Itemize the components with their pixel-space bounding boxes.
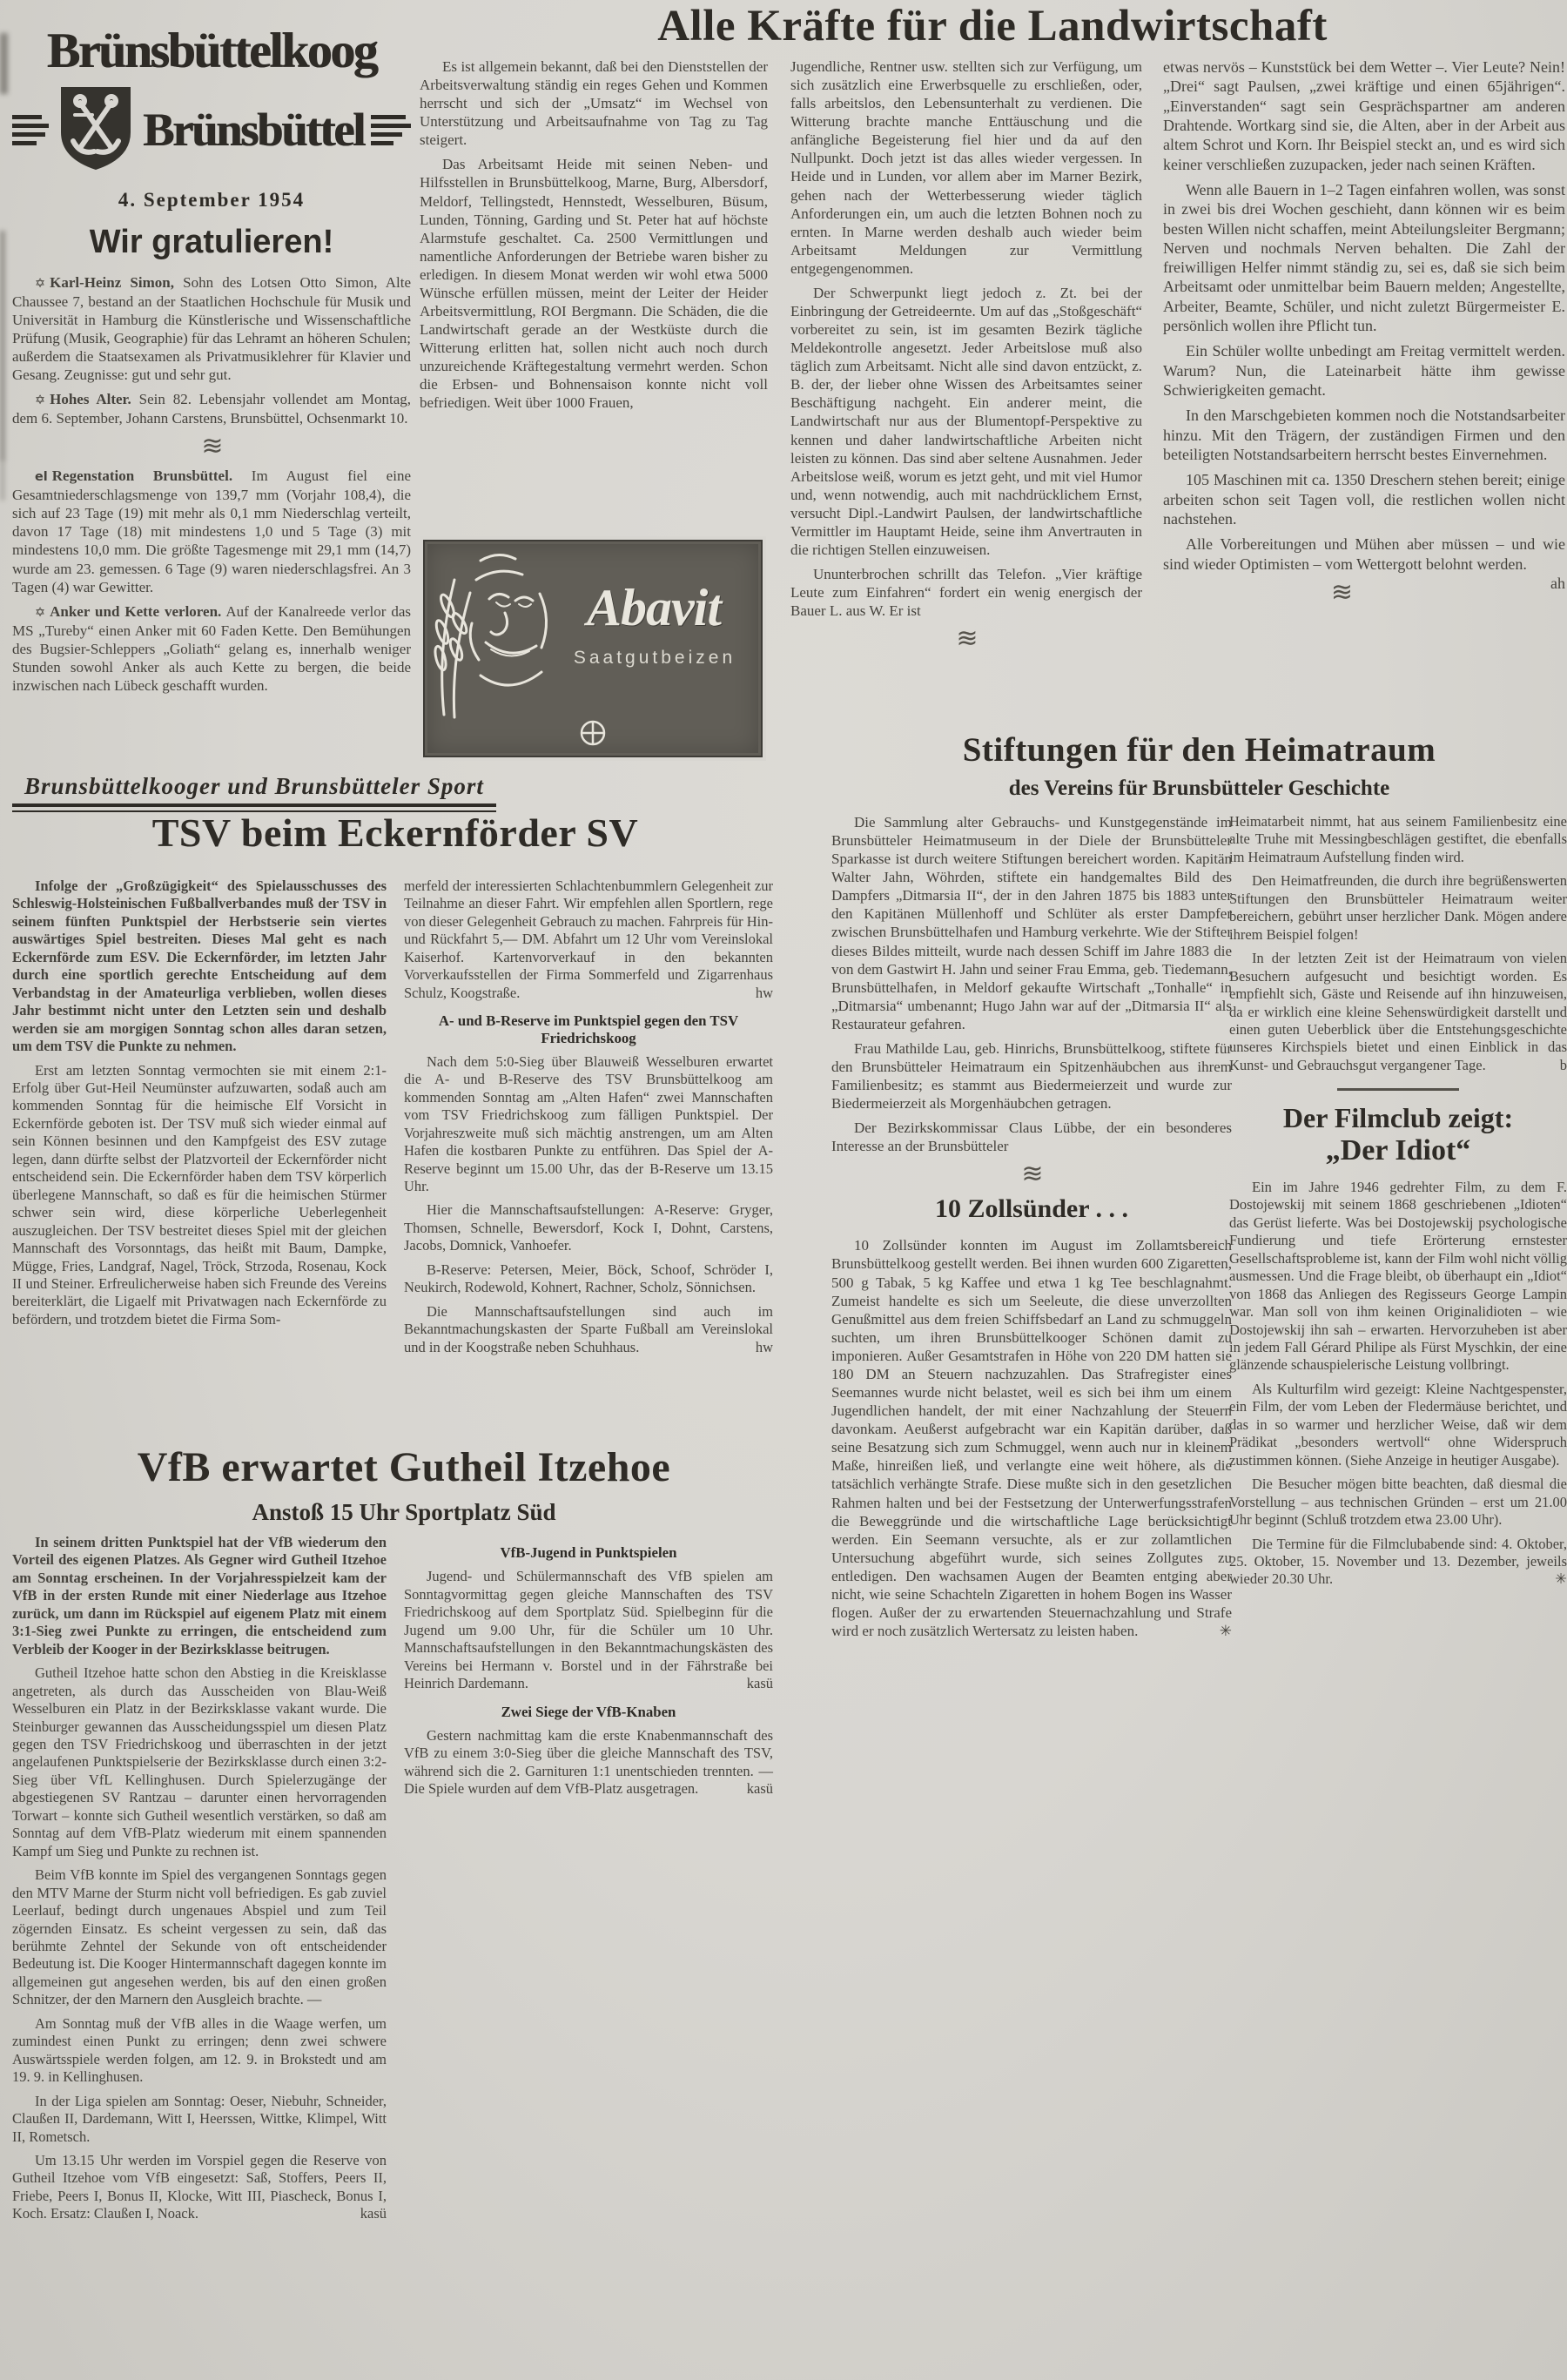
star-icon: el: [35, 470, 48, 485]
abavit-advertisement: [420, 536, 766, 761]
stiftungen-col-1-text: [831, 813, 1232, 1155]
paragraph: Ein im Jahre 1946 gedrehter Film, zu dem F. Dostojewskij mit seinem 1868 geschriebenen „Idioten“ das Gerüst lieferte. Was bei Dostojewskij psychologische Fundierung und tiefe Erörterung ernstester Gesellschaftsprobleme ist, kann der Film wohl nicht völlig ausmessen. Und die Frage bleibt, ob überhaupt ein „Idiot“ von 1868 das Anliegen des Regisseurs George Lampin war. Man soll von ihm keinen Originalidioten – wie Dostojewskij ihn sah – erwarten. Hervorzuheben ist aber in jedem Fall Gérard Philipe als Fürst Myschkin, der eine glänzende schauspielerische Leistung vollbringt.: [1229, 1178, 1567, 1374]
squiggle-divider: ≋: [1330, 576, 1352, 608]
squiggle-divider: ≋: [1021, 1159, 1042, 1190]
filmclub-text: [1229, 1179, 1567, 1589]
stiftungen-subhead: des Vereins für Brunsbütteler Geschichte: [1008, 777, 1390, 800]
paragraph: Jugend- und Schülermannschaft des VfB spielen am Sonntagvormittag gegen gleiche Mannschaften des TSV Friedrichskoog auf dem Sportplatz Süd. Spielbeginn für die Jugend um 9.00 Uhr, für die Schüler um 10 Uhr. Mannschaftsaufstellungen in den Bekanntmachungskästen des Vereins bei Hermann v. Borstel und in der Fährstraße bei Heinrich Dardemann. kasü: [404, 1568, 773, 1692]
masthead-row: [12, 81, 411, 178]
paragraph: ✡ Anker und Kette verloren. Auf der Kanalreede verlor das MS „Tureby“ einen Anker mit 60 Faden Kette. Den Bemühungen des Bugsier-Schleppers „Goliath“ gelang es, innerhalb weniger Stunden sowohl Anker als auch Kette zu bergen, die beide inzwischen nach Lübeck geschafft wurden.: [12, 602, 411, 694]
paragraph: Es ist allgemein bekannt, daß bei den Dienststellen der Arbeitsverwaltung ständig ein reges Gehen und Kommen herrscht und sich der „Umsatz“ im Wechsel von Unterstützung und Arbeitsaufnahme von Tag zu Tag steigert.: [420, 58, 768, 149]
stiftungen-col-2-text: [1229, 813, 1567, 1074]
zollsuender-headline: 10 Zollsünder . . .: [935, 1194, 1128, 1224]
tsv-article-col-2: [404, 877, 773, 1362]
paragraph: Alle Vorbereitungen und Mühen aber müssen – und wie sind wieder Optimisten – vom Wettergott belohnt werden. ah: [1163, 535, 1565, 592]
paragraph: Das Arbeitsamt Heide mit seinen Neben- und Hilfsstellen in Brunsbüttelkoog, Marne, Burg, Albersdorf, Meldorf, Tellingstedt, Hennstedt, Wesselburen, Büsum, Lunden, Tönning, Garding und St. Peter hat auf höchste Alarmstufe geschaltet. Ca. 2500 Vermittlungen und namentliche Anforderungen der Betriebe waren bisher zu erledigen. In diesem Monat werden wir wohl etwa 5000 Wünsche erfüllen müssen, meint der Leiter der Heider Arbeitsvermittlung, ROI Bergmann. Die Schäden, die die Landwirtschaft gerade an der Westküste durch die Witterung erlitten hat, sollen nicht auch noch durch unzureichende Kräftegestaltung vermehrt werden. Schon die Erbsen- und Bohnensaison konnte nicht voll befriedigen. Weit über 1000 Frauen,: [420, 156, 768, 412]
main-article-headline: Alle Kräfte für die Landwirtschaft: [657, 2, 1328, 50]
star-icon: ✡: [35, 393, 46, 408]
stiftungen-col-1: [831, 813, 1232, 1646]
zollsuender-text: [831, 1236, 1232, 1640]
paragraph: Wenn alle Bauern in 1–2 Tagen einfahren wollen, was sonst in zwei bis drei Wochen geschieht, dann können wir es beim besten Willen nicht schaffen, meint Abteilungsleiter Bergmann; Nerven und nochmals Nerven behalten. Die Zahl der freiwilligen Helfer nimmt ständig zu, sei es, daß sie sich beim Arbeitsamt oder unmittelbar beim Bauern melden; Angestellte, Arbeiter, Beamte, Schüler, und nicht zuletzt Bürgermeister E. persönlich wollen ihre Pflicht tun.: [1163, 180, 1565, 335]
paragraph: Beim VfB konnte im Spiel des vergangenen Sonntags gegen den MTV Marne der Sturm nicht voll befriedigen. Es gab zuviel Leerlauf, bedingt durch ungenaues Abspiel und zum Teil zögernden Einsatz. Es scheint vergessen zu sein, daß das berühmte Zehntel der Sekunde von oft entscheidender Bedeutung ist. Die Kooger Hintermannschaft dagegen konnte im allgemeinen gut angesehen werden, bis auf den einen großen Schnitzer, der den Marnern den Ausgleich brachte. —: [12, 1866, 387, 2008]
scan-smudge: [1, 461, 4, 501]
tsv-article-headline: TSV beim Eckernförder SV: [151, 810, 639, 855]
stiftungen-col-2: [1229, 813, 1567, 1595]
sport-section-banner: [12, 773, 496, 812]
paragraph: Nach dem 5:0-Sieg über Blauweiß Wesselburen erwartet die A- und B-Reserve des TSV Brunsbüttelkoog am kommenden Sonntag am „Alten Hafen“ zwei Mannschaften vom TSV Friedrichskoog zum fälligen Punktspiel. Der Vorjahreszweite muß sich mächtig anstrengen, um am Alten Hafen die kostbaren Punkte zu entführen. Das Spiel der A-Reserve beginnt um 15.00 Uhr, das der B-Reserve um 13.15 Uhr.: [404, 1052, 773, 1195]
wheat-face-illustration-icon: [428, 545, 559, 719]
paragraph: ✡ Hohes Alter. Sein 82. Lebensjahr vollendet am Montag, dem 6. September, Johann Carstens, Brunsbüttel, Ochsenmarkt 10.: [12, 391, 411, 427]
paragraph: Der Bezirkskommissar Claus Lübbe, der ein besonderes Interesse an der Brunsbütteler: [831, 1119, 1232, 1155]
stiftungen-headline: Stiftungen für den Heimatraum: [962, 731, 1436, 769]
paragraph: Hier die Mannschaftsaufstellungen: A-Reserve: Gryger, Thomsen, Schnelle, Bewersdorf, Kock I, Dohnt, Carstens, Jacobs, Domnick, Vanhoefer.: [404, 1201, 773, 1254]
paragraph-lead: Anker und Kette verloren.: [50, 602, 222, 620]
paragraph: merfeld der interessierten Schlachtenbummlern Gelegenheit zur Teilnahme an dieser Fahrt. Wir empfehlen allen Sportlern, rege von dieser Gelegenheit Gebrauch zu machen. Fahrpreis für Hin- und Rückfahrt 5,— DM. Abfahrt um 12 Uhr vom Vereinslokal Kaiserhof. Kartenvorverkauf in den bekannten Vorverkaufsstellen der Firma Sommerfeld und Zigarrenhaus Schulz, Koogstraße. hw: [404, 877, 773, 1001]
signature: kasü: [746, 1780, 773, 1798]
paragraph: Ununterbrochen schrillt das Telefon. „Vier kräftige Leute zum Einfahren“ fordert ein wenig energisch der Bauer L. aus W. Er ist: [790, 566, 1142, 620]
signature: ah: [1550, 574, 1565, 592]
paragraph: el Regenstation Brunsbüttel. Im August fiel eine Gesamtniederschlagsmenge von 139,7 mm (Vorjahr 108,4), die sich auf 23 Tage (19) mit mehr als 0,1 mm Niederschlag verteilt, davon 17 Tage (18) mit mindestens 1,0 und 5 Tage (3) mit mindestens 10,0 mm. Die größte Tagesmenge mit 29,1 mm (14,7) wurde am 23. gemessen. 6 Tage (9) waren niederschlagsfrei. An 3 Tagen (4) war Gewitter.: [12, 467, 411, 595]
scan-smudge: [0, 231, 5, 461]
issue-date: 4. September 1954: [118, 189, 306, 211]
greeting-headline: Wir gratulieren!: [89, 224, 334, 260]
flourish-left-icon: [12, 115, 49, 145]
scan-smudge: [0, 33, 8, 94]
paragraph-lead: Karl-Heinz Simon,: [50, 274, 174, 291]
paragraph: Der Schwerpunkt liegt jedoch z. Zt. bei der Einbringung der Getreideernte. Um auf das „Stoßgeschäft“ vorbereitet zu sein, ist im gesamten Bezirk tägliche Meldekontrolle angesetzt. Jeder Arbeitslose muß also täglich zum Arbeitsamt. Nicht alle sind davon entzückt, z. B. der, der lieber ohne Wissen des Arbeitsamtes seiner Beschäftigung nachgeht. Ein anderer meint, die Landwirtschaft nur aus der Blumentopf-Perspektive zu kennen und daher landwirtschaftliche Arbeiten nicht leisten zu können. Das sind aber seltene Ausnahmen. Jeder Arbeitslose weiß, worum es jetzt geht, und mit viel Humor und, wenn notwendig, auch mit nachdrücklichem Ernst, versucht Dipl.-Landwirt Paulsen, der landwirtschaftliche Vermittler im Hauptamt Heide, seine ihm Anvertrauten in die richtigen Stellen einzuweisen.: [790, 284, 1142, 559]
vfb-article-subhead: Anstoß 15 Uhr Sportplatz Süd: [252, 1499, 556, 1525]
main-article-col-2: [790, 57, 1142, 659]
star-icon: ✡: [35, 605, 46, 620]
paragraph: Um 13.15 Uhr werden im Vorspiel gegen die Reserve von Gutheil Itzehoe vom VfB eingesetzt: Saß, Stoffers, Peers II, Friebe, Peers I, Bonus II, Klocke, Witt III, Piascheck, Bonus I, Koch. Ersatz: Claußen I, Noack. kasü: [12, 2151, 387, 2222]
masthead-news-items: [12, 273, 411, 695]
main-article-col-1: [420, 57, 768, 418]
paragraph: Jugendliche, Rentner usw. stellten sich zur Verfügung, um sich zusätzlich eine Erwerbsquelle zu erschließen, oder, falls arbeitslos, den Lebensunterhalt zu verdienen. Die Witterung brachte manche Enttäuschung und die anfängliche Begeisterung fiel hier und da auf den Nullpunkt. Doch jetzt ist das alles wieder vergessen. In Heide und in Lunden, vor allem aber im Marner Bezirk, gehen nach der Wetterbesserung wieder täglich Anforderungen ein, um auch die letzten Bohnen noch zu ernten. In Marne werden deshalb auch wieder beim Arbeitsamt Meldungen zur Vermittlung entgegengenommen.: [790, 58, 1142, 277]
signature: kasü: [746, 1675, 773, 1692]
paragraph: Erst am letzten Sonntag vermochten sie mit einem 2:1-Erfolg über Gut-Heil Neumünster aufzuwarten, sodaß auch am kommenden Sonntag für die heimische Elf Vorsicht in Eckernförde geboten ist. Der TSV muß sich wieder einmal auf sein Können besinnen und den Kampfgeist des ESV zutage legen, dann dürfte selbst der Platzvorteil der Eckernförder nicht entscheidend sein. Die Eckernförder haben dem TSV körperlich überlegene Mannschaft, so daß es für die heimischen Stürmer schwer sein wird, diese körperliche Ueberlegenheit auszugleichen. Der TSV bestreitet dieses Spiel mit der gleichen Mannschaft des Vorsonntags, das heißt mit Baum, Dampke, Mügge, Fries, Landgraf, Nagel, Tröck, Strzoda, Rosenau, Kock II und Steiner. Erfreulicherweise haben sich Freunde des Vereins bereiterklärt, die Ligaelf mit Privatwagen nach Eckernförde zu befördern, und trotzdem bietet die Firma Som-: [12, 1061, 387, 1328]
paragraph: Infolge der „Großzügigkeit“ des Spielausschusses des Schleswig-Holsteinischen Fußballverbandes muß der TSV in seinem fünften Punktspiel der Herbstserie sein viertes auswärtiges Spiel bestreiten. Dieses Mal geht es nach Eckernförde zum ESV. Die Eckernförder, im letzten Jahr durch eine sportlich gerechte Entscheidung auf dem Verbandstag in der Amateurliga verblieben, wollen dieses Jahr bestimmt nicht unter den Letzten sein und deshalb werden sie am morgigen Sonntag schon alles daran setzen, um dem TSV die Punkte zu nehmen.: [12, 877, 387, 1055]
squiggle-divider: ≋: [956, 623, 977, 655]
paragraph: Die Sammlung alter Gebrauchs- und Kunstgegenstände im Brunsbütteler Heimatmuseum in der Diele der Brunsbütteler Sparkasse ist durch weitere Stiftungen bereichert worden. Kapitän Walter Jahn, Wöhrden, stiftete ein handgemaltes Bild des Dampfers „Ditmarsia II“, der in den Jahren 1875 bis 1883 unter den Kapitänen Müllenhoff und Schlüter als erster Dampfer zwischen Brunsbüttelhafen und Hamburg verkehrte. Wie der Stifter dieses Bildes mitteilt, wurde nach dessen Schiff im Jahre 1883 die von dem Gastwirt H. Jahn und seiner Frau Emma, geb. Tiedemann, Brunsbüttelhafen, in Meldorf gekaufte Wirtschaft „Tonhalle“ in „Ditmarsia“ umbenannt; Hugo Jahn war auf der „Ditmarsia II“ als Restaurateur gefahren.: [831, 814, 1232, 1032]
paragraph-lead: Regenstation Brunsbüttel.: [51, 467, 233, 485]
signature: hw: [755, 1338, 773, 1355]
paragraph: Frau Mathilde Lau, geb. Hinrichs, Brunsbüttelkoog, stiftete für den Brunsbütteler Heimatraum ein Spitzenhäubchen aus ihrem Familienbesitz; es stammt aus Biedermeierzeit und wurde zur Biedermeierzeit als Morgenhäubchen getragen.: [831, 1039, 1232, 1113]
paragraph: Die Termine für die Filmclubabende sind: 4. Oktober, 25. Oktober, 15. November und 13. Dezember, jeweils wieder 20.30 Uhr. ✳: [1229, 1535, 1567, 1588]
star-icon: ✡: [35, 277, 46, 291]
paragraph: Ein Schüler wollte unbedingt am Freitag vermittelt werden. Warum? Nun, die Lateinarbeit hätte ihm gewisse Schwierigkeiten gemacht.: [1163, 342, 1565, 399]
squiggle-divider: ≋: [201, 431, 222, 462]
paragraph: ✡ Karl-Heinz Simon, Sohn des Lotsen Otto Simon, Alte Chaussee 7, bestand an der Staatlichen Hochschule für Musik und Universität in Hamburg die Künstlerische und Wissenschaftliche Prüfung (Musik, Geographie) für das Lehramt an höheren Schulen; außerdem die Staatsexamen als Privatmusiklehrer für Klavier und Gesang. Zeugnisse: gut und sehr gut.: [12, 274, 411, 384]
paragraph: 10 Zollsünder konnten im August im Zollamtsbereich Brunsbüttelkoog gestellt werden. Bei ihnen wurden 600 Zigaretten, 500 g Tabak, 5 kg Kaffee und etwa 1 kg Tee beschlagnahmt. Zumeist handelte es sich um Seeleute, die diese unverzollten Genußmittel aus dem freien Schiffsbedarf an Land zu schmuggeln suchten, um ihren Brunsbüttelkooger Schönen damit zu imponieren. Außer Gesamtstrafen in Höhe von 220 DM hatten sie 180 DM an Steuern nachzuzahlen. Das Strafregister eines Seemannes wurde nicht belastet, weil es sich bei ihm um einem Jugendlichen handelt, der mit einer Nachzahlung der Steuern davonkam. Aeußerst aufgebracht war ein Kapitän darüber, daß seine Besatzung sich zum Schmuggel, wenn auch nur in kleinem Maße, hinreißen ließ, und verlangte eine weit höhere, als die tatsächlich verhängte Strafe. Diese mußte sich in den gesetzlichen Rahmen halten und bei der Festsetzung der Unterwerfungsstrafen die Beweggründe und die wirtschaftliche Lage berücksichtigt werden. Ein Seemann versuchte, als er zur zollamtlichen Untersuchung abgeführt wurde, sich seines Zollgutes zu entledigen. Den wachsamen Augen der Beamten entging aber nicht, wie seine Schachteln Zigaretten in hohem Bogen ins Wasser flogen. Außer der zu erwartenden Steuernachzahlung und Strafe wird er noch zusätzlich Wertersatz zu leisten haben. ✳: [831, 1237, 1232, 1640]
column-subhead: VfB-Jugend in Punktspielen: [500, 1544, 677, 1561]
flourish-right-icon: [371, 115, 411, 145]
paragraph: etwas nervös – Kunststück bei dem Wetter –. Vier Leute? Nein! „Drei“ sagt Paulsen, „zwei kräftige und einen 65jährigen“. „Einverstanden“ sagt sein Gesprächspartner am anderen Drahtende. Wortkarg sind sie, die Alten, aber in der Arbeit aus altem Schrot und Korn. Ihr Beispiel steckt an, und es wird sich keiner verschließen zuzupacken, jeder nach seinen Kräften.: [1163, 58, 1565, 173]
main-article-col-3: [1163, 57, 1565, 613]
paragraph: In den Marschgebieten kommen noch die Notstandsarbeiter hinzu. Mit den Trägern, der zuständigen Firmen und den beteiligten Notstandsarbeitern herrscht bestes Einvernehmen.: [1163, 407, 1565, 463]
vfb-article-col-2: [404, 1534, 773, 1805]
column-subhead: Zwei Siege der VfB-Knaben: [501, 1703, 676, 1720]
paragraph: B-Reserve: Petersen, Meier, Böck, Schoof, Schröder I, Neukirch, Rodewold, Kohnert, Rachner, Scholz, Sönnichsen.: [404, 1261, 773, 1296]
coat-of-arms-icon: [56, 82, 136, 178]
vfb-article-headline: VfB erwartet Gutheil Itzehoe: [137, 1444, 671, 1490]
paragraph: Als Kulturfilm wird gezeigt: Kleine Nachtgespenster, ein Film, der vom Leben der Fledermäuse berichtet, und das in so warmer und herzlicher Weise, daß wir dem Prädikat „besonders wertvoll“ ohne Widerspruch zustimmen können. (Siehe Anzeige in heutiger Ausgabe).: [1229, 1380, 1567, 1469]
paragraph: Gutheil Itzehoe hatte schon den Abstieg in die Kreisklasse angetreten, als durch das Ausscheiden von Blau-Weiß Wesselburen ein Platz in der Bezirksklasse vakant wurde. Die Steinburger gewannen das Ausscheidungsspiel um diesen Platz gegen den TSV Friedrichskoog und überraschten in der jetzt angelaufenen Punktspielserie der Bezirksklasse durch einen 3:2-Sieg über VfL Kellinghusen. Durch Spielerzugänge der abgestiegenen SV Rantzau – darunter einen hervorragenden Torwart – konnte sich Gutheil wesentlich verstärken, so daß am Sonntag auf dem VfB-Platz wiederum mit einem spannenden Kampf um Sieg und Punkte zu rechnen ist.: [12, 1664, 387, 1859]
tsv-article-col-1: [12, 877, 387, 1335]
ad-tagline: Saatgutbeizen: [573, 648, 736, 668]
paragraph: In seinem dritten Punktspiel hat der VfB wiederum den Vorteil des eigenen Platzes. Als Gegner wird Gutheil Itzehoe am Sonntag erscheinen. In der Vorjahresspielzeit kam der VfB in der ersten Runde mit einer Niederlage aus Itzehoe zurück, um dann im Rückspiel auf eigenem Platz mit einem 3:1-Sieg zwei Punkte zu erringen, die entscheidend zum Verbleib der Kooger in der Bezirksklasse beitrugen.: [12, 1534, 387, 1657]
sport-banner-title: Brunsbüttelkooger und Brunsbütteler Sport: [24, 773, 484, 799]
signature: hw: [755, 984, 773, 1001]
signature: ✳: [1219, 1623, 1232, 1640]
paragraph: Die Besucher mögen bitte beachten, daß diesmal die Vorstellung – aus technischen Gründen – erst um 21.00 Uhr beginnt (Schluß trotzdem etwa 23.00 Uhr).: [1229, 1476, 1567, 1529]
paragraph: In der Liga spielen am Sonntag: Oeser, Niebuhr, Schneider, Claußen II, Dardemann, Witt I, Heerssen, Wittke, Klimpel, Witt II, Rometsch.: [12, 2092, 387, 2145]
filmclub-headline-line1: Der Filmclub zeigt:: [1282, 1102, 1514, 1134]
paragraph: Den Heimatfreunden, die durch ihre begrüßenswerten Stiftungen den Brunsbütteler Heimatraum weiter bereichern, gebührt unser herzlicher Dank. Mögen andere ihrem Beispiel folgen!: [1229, 872, 1567, 943]
paragraph: Am Sonntag muß der VfB alles in die Waage werfen, um zumindest einen Punkt zu erringen; denn zwei schwere Auswärtsspiele werden folgen, am 12. 9. in Brokstedt und am 19. 9. in Kellinghusen.: [12, 2014, 387, 2086]
filmclub-headline-line2: „Der Idiot“: [1325, 1133, 1471, 1166]
paragraph-lead: Hohes Alter.: [50, 391, 131, 408]
column-subhead: A- und B-Reserve im Punktspiel gegen den TSV Friedrichskoog: [438, 1012, 739, 1046]
signature: ✳: [1555, 1570, 1567, 1588]
ad-brand-name: Abavit: [587, 579, 721, 636]
vfb-article-col-1: [12, 1534, 387, 2229]
signature: kasü: [360, 2205, 387, 2222]
paragraph: Gestern nachmittag kam die erste Knabenmannschaft des VfB zu einem 3:0-Sieg über die gleiche Mannschaft des TSV, während sich die 2. Garnituren 1:1 unentschieden trennten. — Die Spiele wurden auf dem VfB-Platz ausgetragen. kasü: [404, 1726, 773, 1798]
masthead: [12, 26, 411, 701]
paragraph: Die Mannschaftsaufstellungen sind auch im Bekanntmachungskasten der Sparte Fußball am Vereinslokal und in der Koogstraße neben Schuhhaus. hw: [404, 1302, 773, 1355]
masthead-title-line1: Brünsbüttelkoog: [46, 24, 377, 78]
masthead-title-line2: Brünsbüttel: [142, 104, 365, 156]
paragraph: Heimatarbeit nimmt, hat aus seinem Familienbesitz eine alte Truhe mit Messingbeschlägen gestiftet, die ebenfalls im Heimatraum Aufstellung finden wird.: [1229, 813, 1567, 865]
ad-maker-emblem-icon: [578, 716, 608, 750]
signature: b: [1559, 1056, 1567, 1073]
section-rule: [1337, 1088, 1459, 1091]
paragraph: 105 Maschinen mit ca. 1350 Dreschern stehen bereit; einige arbeiten schon seit Tagen voll, die restlichen wollen nicht nachstehen.: [1163, 471, 1565, 528]
ad-frame: [423, 540, 763, 757]
paragraph: In der letzten Zeit ist der Heimatraum von vielen Besuchern aufgesucht und besichtigt worden. Es empfiehlt sich, Gäste und Reisende auf ihn hinzuweisen, da er wirklich eine kleine Sehenswürdigkeit darstellt und einen guten Ueberblick über die Entstehungsgeschichte unseres Kirchspiels bietet und einen Einblick in das Kunst- und Gebrauchsgut vergangener Tage. b: [1229, 950, 1567, 1073]
